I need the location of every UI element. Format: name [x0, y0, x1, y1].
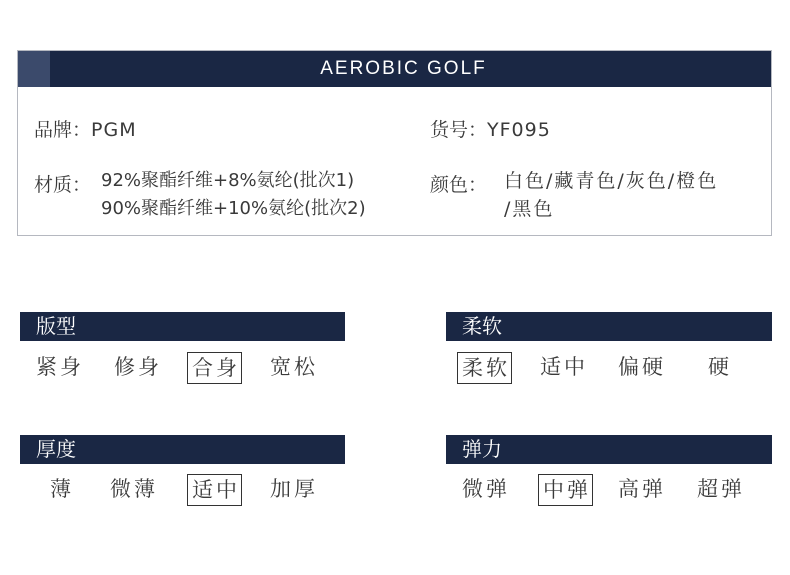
item-no-field: [430, 115, 551, 142]
color-label: 颜色：: [430, 174, 488, 196]
fit-option-loose: 宽松: [270, 355, 318, 379]
fit-option-slim: 修身: [114, 355, 162, 379]
info-header-bar: [18, 51, 771, 87]
fit-option-regular-selected: 合身: [187, 352, 242, 384]
softness-option-firm: 偏硬: [618, 355, 666, 379]
item-no-label: 货号：: [430, 119, 488, 141]
elasticity-option-super: 超弹: [697, 477, 745, 501]
fit-section-header: 版型: [20, 312, 345, 341]
item-no-value: YF095: [487, 119, 551, 141]
elasticity-option-medium-selected: 中弹: [538, 474, 593, 506]
softness-option-medium: 适中: [540, 355, 588, 379]
elasticity-section-header: 弹力: [446, 435, 772, 464]
material-line-2: 90%聚酯纤维+10%氨纶(批次2): [101, 198, 366, 219]
brand-title: AEROBIC GOLF: [320, 58, 487, 79]
material-line-1: 92%聚酯纤维+8%氨纶(批次1): [101, 170, 355, 191]
brand-value: PGM: [91, 119, 137, 141]
color-values: [504, 167, 718, 223]
color-line-1: 白色/藏青色/灰色/橙色: [504, 170, 719, 192]
material-label: 材质：: [34, 174, 92, 196]
elasticity-option-slight: 微弹: [462, 477, 510, 501]
thickness-option-thin: 薄: [50, 477, 74, 501]
fit-option-tight: 紧身: [36, 355, 84, 379]
material-values: [101, 167, 366, 223]
softness-option-soft-selected: 柔软: [457, 352, 512, 384]
elasticity-option-high: 高弹: [618, 477, 666, 501]
thickness-option-thick: 加厚: [270, 477, 318, 501]
brand-label: 品牌：: [34, 119, 92, 141]
softness-section-header: 柔软: [446, 312, 772, 341]
softness-option-hard: 硬: [708, 355, 732, 379]
thickness-option-medium-selected: 适中: [187, 474, 242, 506]
brand-field: [34, 115, 137, 142]
thickness-section-header: 厚度: [20, 435, 345, 464]
color-line-2: /黑色: [504, 198, 555, 220]
thickness-option-slightly-thin: 微薄: [110, 477, 158, 501]
